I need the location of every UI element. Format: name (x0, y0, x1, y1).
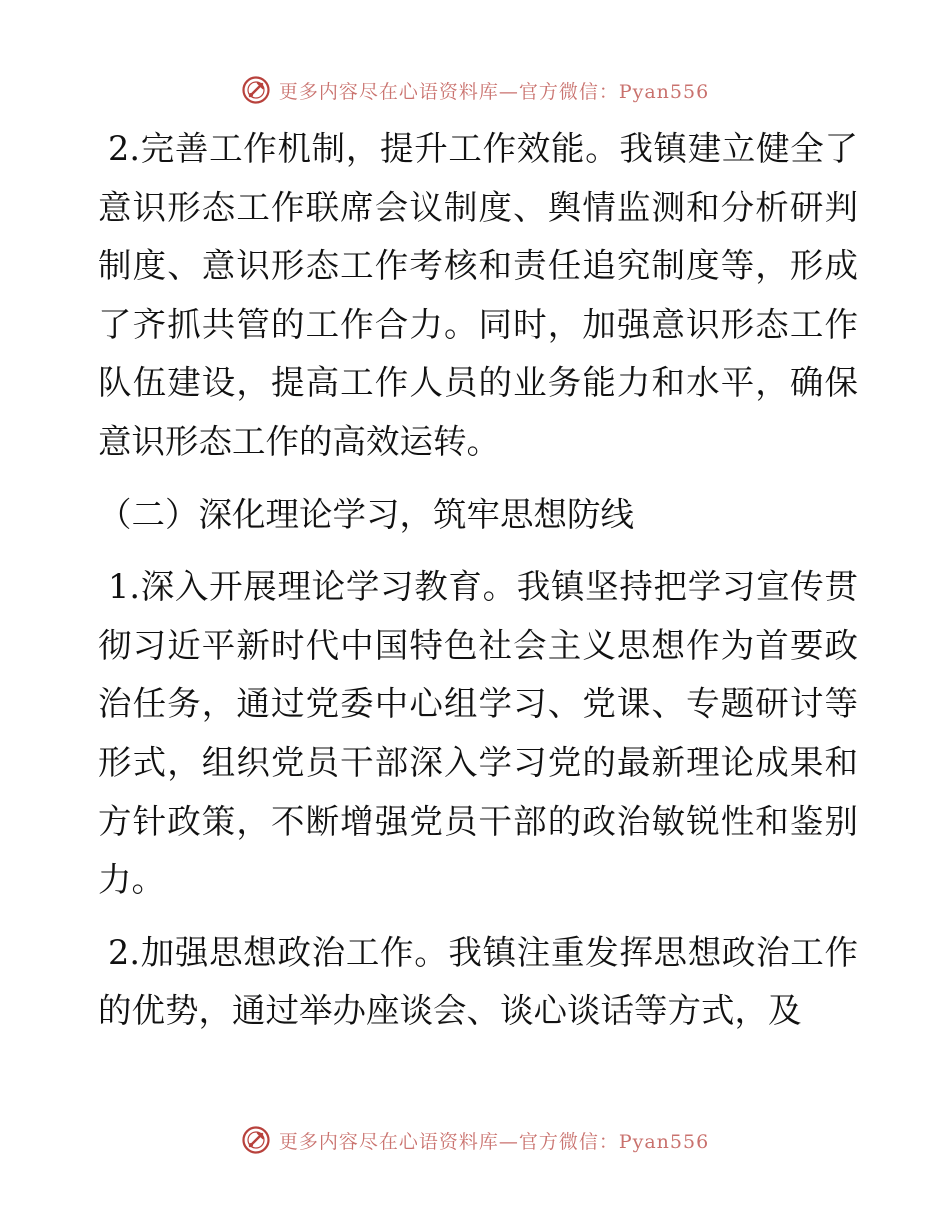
paragraph-mechanism: 2.完善工作机制，提升工作效能。我镇建立健全了意识形态工作联席会议制度、舆情监测和分析研判制度、意识形态工作考核和责任追究制度等，形成了齐抓共管的工作合力。同时，加强意识形态工作队伍建设，提高工作人员的业务能力和水平，确保意识形态工作的高效运转。 (98, 129, 858, 461)
paragraph-theory-study: 1.深入开展理论学习教育。我镇坚持把学习宣传贯彻习近平新时代中国特色社会主义思想作为首要政治任务，通过党委中心组学习、党课、专题研讨等形式，组织党员干部深入学习党的最新理论成果和方针政策，不断增强党员干部的政治敏锐性和鉴别力。 (98, 567, 858, 900)
watermark-text: 更多内容尽在心语资料库—官方微信：Pyan556 (278, 1130, 710, 1153)
red-seal-logo-icon (241, 75, 271, 105)
footer-watermark (0, 1122, 950, 1158)
section-heading: （二）深化理论学习，筑牢思想防线 (98, 494, 634, 534)
document-body (98, 120, 858, 1041)
red-seal-logo-icon (241, 1125, 271, 1155)
watermark-text: 更多内容尽在心语资料库—官方微信：Pyan556 (278, 80, 710, 103)
paragraph-political-work: 2.加强思想政治工作。我镇注重发挥思想政治工作的优势，通过举办座谈会、谈心谈话等方式，及 (98, 932, 858, 1031)
header-watermark (0, 72, 950, 108)
